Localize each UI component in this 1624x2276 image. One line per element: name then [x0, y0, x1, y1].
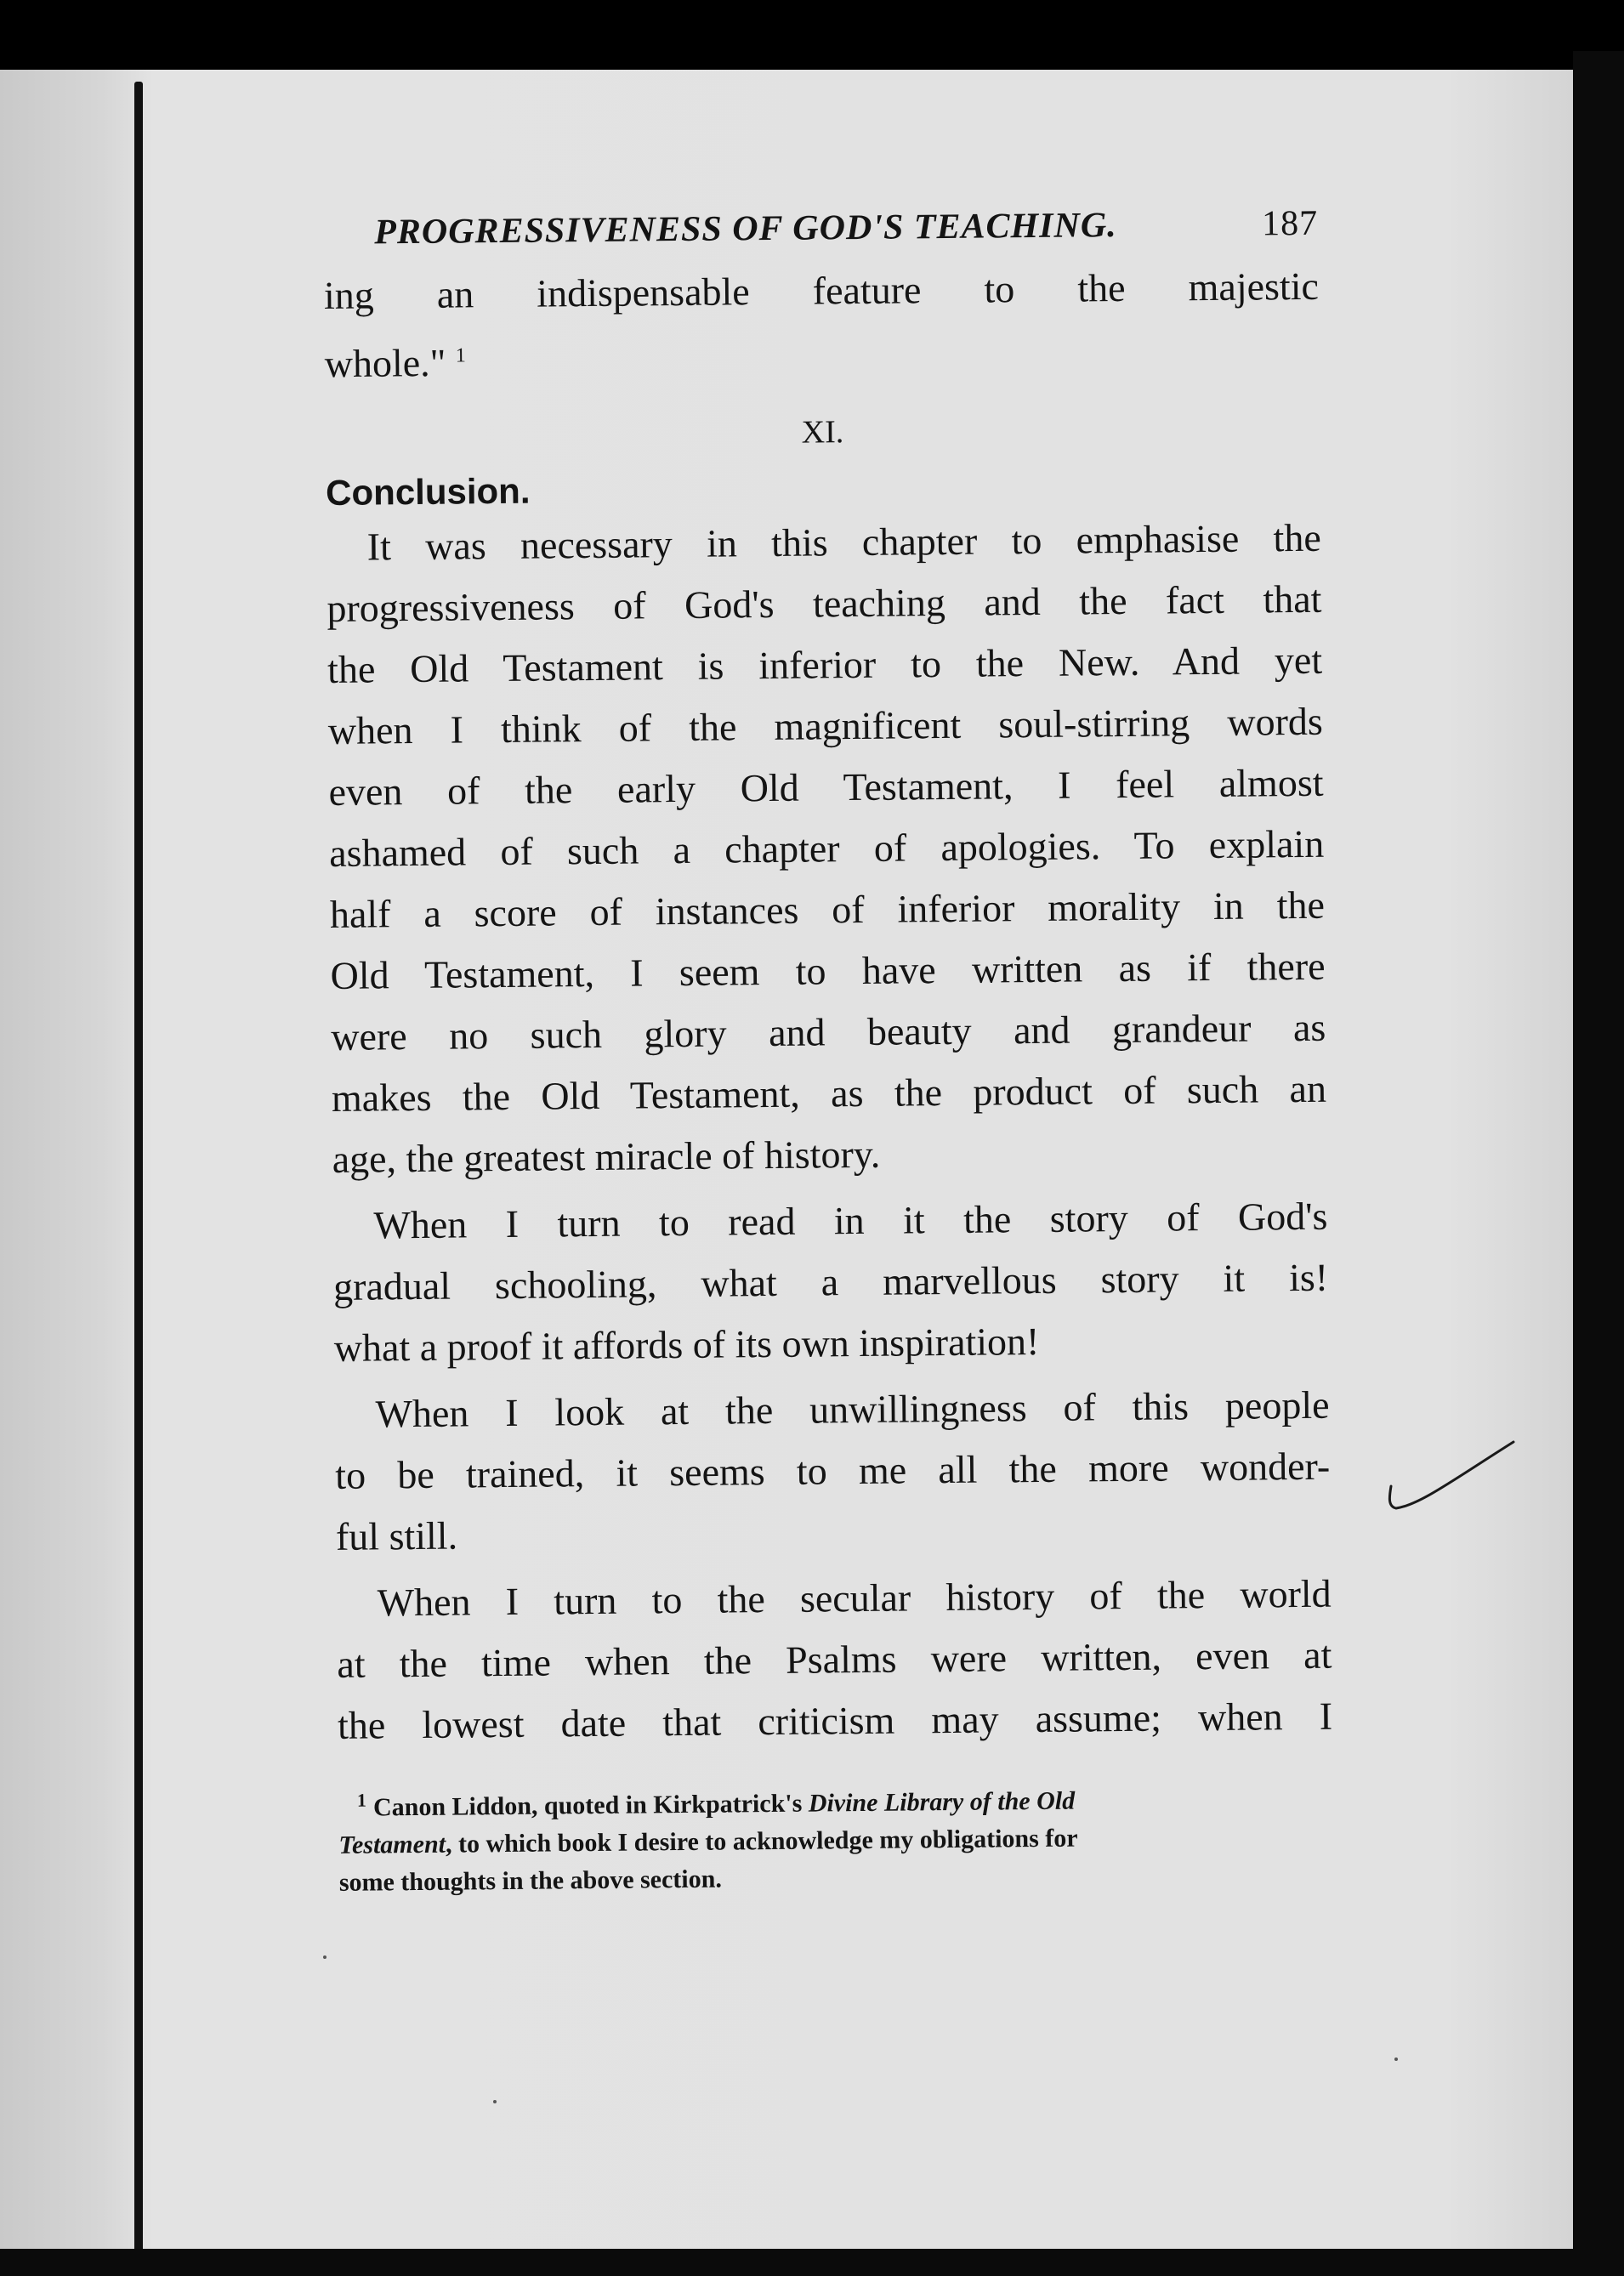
text-line: at the time when the Psalms were written, even at — [337, 1633, 1332, 1687]
paper-speck — [1394, 2057, 1398, 2061]
scan-right-border — [1573, 51, 1624, 2276]
text-line: age, the greatest miracle of history. — [332, 1132, 881, 1182]
footnote-book-title: Divine Library of the Old — [808, 1786, 1076, 1818]
handwritten-check-mark — [1386, 1437, 1522, 1539]
running-head-title: PROGRESSIVENESS OF GOD'S TEACHING. — [374, 206, 1117, 253]
text-line: the lowest date that criticism may assume; when I — [337, 1694, 1333, 1748]
text-line: makes the Old Testament, as the product of such an — [331, 1067, 1327, 1121]
paragraph — [332, 1186, 1329, 1379]
footnote-text: Canon Liddon, quoted in Kirkpatrick's — [372, 1789, 809, 1822]
text-line — [324, 317, 1320, 395]
paragraph — [326, 508, 1327, 1190]
text-line: even of the early Old Testament, I feel almost — [328, 761, 1324, 814]
paper-speck — [493, 2100, 497, 2103]
footnote-book-title: Testament — [338, 1830, 446, 1860]
book-binding-edge — [134, 82, 143, 2258]
section-number: XI. — [801, 414, 844, 451]
text-line: half a score of instances of inferior morality in the — [329, 883, 1326, 937]
paper-speck — [323, 1955, 327, 1959]
text-line: It was necessary in this chapter to emphasise the — [366, 516, 1321, 569]
text-line: progressiveness of God's teaching and the fact that — [327, 577, 1322, 631]
footnote-number: 1 — [356, 1789, 367, 1812]
running-head — [374, 203, 1318, 253]
text-line: When I turn to read in it the story of God's — [373, 1195, 1328, 1247]
footnote-reference: 1 — [455, 344, 466, 367]
text-line: When I look at the unwillingness of this people — [375, 1383, 1330, 1436]
text-line: gradual schooling, what a marvellous story it is! — [332, 1256, 1329, 1309]
footnote — [338, 1773, 1334, 1902]
footnote-text: , to which book I desire to acknowledge my obligations for — [445, 1824, 1078, 1859]
section-title: Conclusion. — [325, 471, 531, 514]
text-line: when I think of the magnificent soul-stirring words — [327, 700, 1324, 753]
text-line: When I turn to the secular history of the world — [377, 1572, 1332, 1625]
book-page — [323, 203, 1334, 1902]
text-line: ing an indispensable feature to the majestic — [323, 264, 1320, 317]
text-line: ashamed of such a chapter of apologies. To explain — [328, 822, 1325, 876]
text-line: Old Testament, I seem to have written as if there — [330, 945, 1326, 998]
scan-bottom-border — [0, 2249, 1624, 2276]
page-number: 187 — [1261, 203, 1319, 244]
text-line: to be trained, it seems to me all the more wonder- — [335, 1444, 1331, 1498]
footnote-line: some thoughts in the above section. — [338, 1865, 723, 1898]
paragraph — [334, 1375, 1331, 1568]
paragraph — [336, 1564, 1332, 1757]
text-line-content: whole." — [324, 340, 446, 386]
text-line: the Old Testament is inferior to the New. And yet — [327, 639, 1323, 692]
text-line: what a proof it affords of its own inspiration! — [333, 1320, 1040, 1371]
text-line: ful still. — [335, 1513, 458, 1559]
text-line: were no such glory and beauty and grandeur as — [331, 1006, 1326, 1059]
